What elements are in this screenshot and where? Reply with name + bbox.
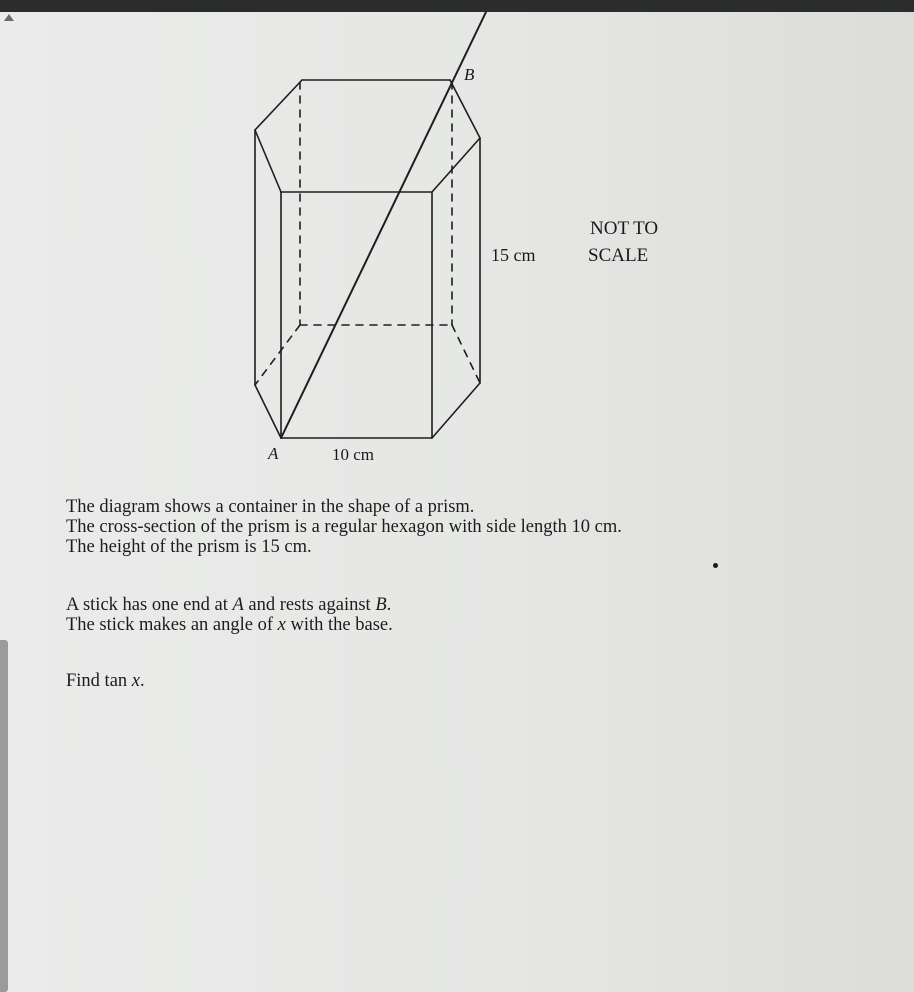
stick-line [281, 12, 486, 438]
point-b-label: B [464, 65, 475, 84]
angle-x-ref: x [277, 615, 286, 635]
point-a-label: A [268, 444, 279, 463]
question-line-4-post: . [386, 595, 392, 615]
question-line-5 [66, 615, 866, 635]
side-length-label: 10 cm [332, 445, 375, 464]
question-line-6-post: . [140, 671, 145, 691]
point-a-ref: A [232, 595, 244, 615]
question-text [66, 497, 866, 691]
question-line-6-pre: Find tan [66, 671, 132, 691]
question-line-3: The height of the prism is 15 cm. [66, 537, 312, 557]
not-to-scale-line1: NOT TO [590, 218, 659, 239]
question-line-2: The cross-section of the prism is a regular hexagon with side length 10 cm. [66, 517, 622, 537]
question-line-4-mid: and rests against [243, 595, 376, 615]
prism-diagram [0, 0, 914, 480]
question-line-4-pre: A stick has one end at [66, 595, 233, 615]
question-line-4 [66, 595, 866, 615]
hidden-edges [255, 82, 480, 385]
stray-dot-mark [713, 563, 718, 568]
not-to-scale-line2: SCALE [588, 245, 649, 266]
tan-x-ref: x [131, 671, 140, 691]
scrollbar-thumb[interactable] [0, 640, 8, 992]
visible-bottom-edges [255, 383, 480, 438]
question-line-5-pre: The stick makes an angle of [66, 615, 278, 635]
question-line-5-post: with the base. [285, 615, 393, 635]
question-line-1: The diagram shows a container in the shape of a prism. [66, 497, 475, 517]
height-label: 15 cm [491, 245, 536, 265]
question-line-6 [66, 671, 866, 691]
point-b-ref: B [375, 595, 387, 615]
